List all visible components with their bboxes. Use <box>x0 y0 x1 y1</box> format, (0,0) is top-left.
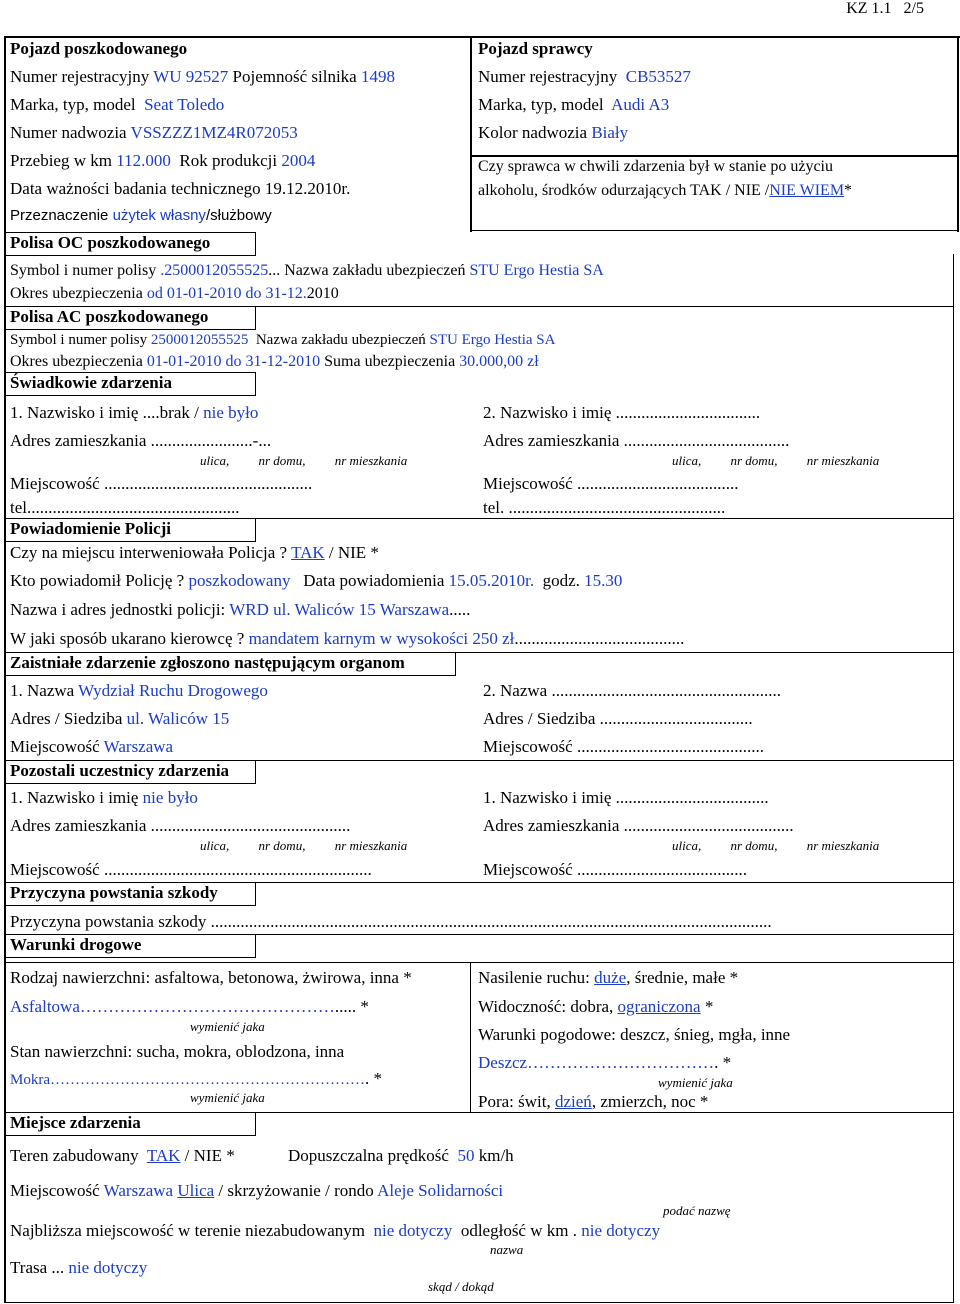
pora-options: , zmierzch, noc * <box>591 1092 709 1111</box>
sprawca-color-value[interactable]: Biały <box>591 123 629 142</box>
sub-nr-mieszkania: nr mieszkania <box>806 453 880 468</box>
poszk-inspect-row <box>10 179 350 199</box>
oc-period-label: Okres ubezpieczenia <box>10 285 143 302</box>
poszk-vin-value[interactable]: VSSZZZ1MZ4R072053 <box>130 123 298 142</box>
speed-unit: km/h <box>478 1146 514 1165</box>
miejscowosc-value[interactable]: Warszawa <box>103 1181 174 1200</box>
policja-penalty-row <box>10 629 684 649</box>
nawierzchnia-tail: ..... * <box>334 997 369 1016</box>
teren-row <box>10 1146 235 1166</box>
poszk-km-label: Przebieg w km <box>10 151 112 170</box>
oc-sym-label: Symbol i numer polisy <box>10 262 157 279</box>
najblizsza-row <box>10 1221 660 1241</box>
oc-sym-dots: ... <box>268 262 281 279</box>
section-title-uczestnicy: Pozostali uczestnicy zdarzenia <box>10 761 230 780</box>
sprawca-color-label: Kolor nadwozia <box>478 123 588 142</box>
organ1-city-label: Miejscowość <box>10 737 100 756</box>
divider-warunki <box>470 962 471 1112</box>
sub-nr-domu: nr domu, <box>258 838 306 853</box>
poszk-make-label: Marka, typ, model <box>10 95 136 114</box>
organ2-name[interactable]: 2. Nazwa ...................................................... <box>483 681 781 700</box>
poszk-make-row <box>10 95 224 115</box>
w2-address[interactable]: Adres zamieszkania ....................................... <box>483 431 790 450</box>
poszk-purpose-row <box>10 207 272 224</box>
sub-ulica: ulica, <box>672 453 702 468</box>
frame-top <box>4 36 960 38</box>
poszk-km-row <box>10 151 315 171</box>
sub-ulica: ulica, <box>672 838 702 853</box>
uczestnik1-name-row <box>10 788 198 808</box>
trasa-value[interactable]: nie dotyczy <box>68 1258 148 1277</box>
policja-penalty-dots: ........................................ <box>514 629 685 648</box>
poszk-reg-label: Numer rejestracyjny <box>10 67 150 86</box>
teren-label: Teren zabudowany <box>10 1146 139 1165</box>
policja-date-label: Data powiadomienia <box>303 571 445 590</box>
stan-tail: . * <box>365 1069 382 1088</box>
sub-nr-domu: nr domu, <box>258 453 306 468</box>
ac-period-row <box>10 353 539 371</box>
section-title-miejsce: Miejsce zdarzenia <box>10 1113 141 1132</box>
section-title-ac: Polisa AC poszkodowanego <box>10 307 209 326</box>
speed-value[interactable]: 50 <box>457 1146 475 1165</box>
organ1-city-value[interactable]: Warszawa <box>103 737 174 756</box>
organ1-addr-value[interactable]: ul. Waliców 15 <box>126 709 230 728</box>
poszk-cap-value[interactable]: 1498 <box>360 67 395 86</box>
stan-value[interactable]: Mokra……………………………………………………… <box>10 1072 365 1088</box>
section-title-poszkodowany: Pojazd poszkodowanego <box>10 39 188 58</box>
poszk-vin-label: Numer nadwozia <box>10 123 127 142</box>
nawierzchnia-sub: wymienić jaka <box>190 1019 265 1034</box>
ac-ins-label: Nazwa zakładu ubezpieczeń <box>255 332 426 348</box>
street-value[interactable]: Aleje Solidarności <box>377 1181 504 1200</box>
poszk-purpose-value[interactable]: użytek własny <box>112 207 206 224</box>
sub-nr-mieszkania: nr mieszkania <box>334 453 408 468</box>
uczestnik2-address-sub <box>672 838 879 854</box>
poszk-year-label: Rok produkcji <box>179 151 278 170</box>
section-title-sprawca: Pojazd sprawcy <box>478 39 593 58</box>
ac-sym-value[interactable]: 2500012055525 <box>150 332 249 348</box>
sprawca-color-row <box>478 123 628 143</box>
nazwa-sub: nazwa <box>490 1242 524 1257</box>
sub-nr-domu: nr domu, <box>730 453 778 468</box>
policja-q1-answer[interactable]: TAK <box>291 543 325 562</box>
policja-unit-dots: ..... <box>449 600 471 619</box>
uczestnik1-name-value[interactable]: nie było <box>142 788 198 807</box>
section-title-przyczyna: Przyczyna powstania szkody <box>10 883 218 902</box>
stan-row <box>10 1069 382 1089</box>
policja-who-label: Kto powiadomił Policję ? <box>10 571 185 590</box>
ac-period-value[interactable]: 01-01-2010 do 31-12-2010 <box>146 353 321 370</box>
miejscowosc-label: Miejscowość <box>10 1181 100 1200</box>
poszk-purpose-alt: /służbowy <box>205 207 272 224</box>
ac-ins-value[interactable]: STU Ergo Hestia SA <box>429 332 556 348</box>
pora-label: Pora: świt, <box>478 1092 551 1111</box>
widocznosc-star: * <box>704 997 714 1016</box>
policja-q1-label: Czy na miejscu interweniowała Policja ? <box>10 543 288 562</box>
section-title-warunki: Warunki drogowe <box>10 935 142 954</box>
w2-address-sub <box>672 453 879 469</box>
organ1-addr-row <box>10 709 229 729</box>
oc-ins-label: Nazwa zakładu ubezpieczeń <box>284 262 466 279</box>
nasilenie-options: , średnie, małe * <box>626 968 739 987</box>
sprawca-alcohol-options: alkoholu, środków odurzających TAK / NIE / <box>478 182 770 199</box>
policja-who-value[interactable]: poszkodowany <box>188 571 291 590</box>
w2-tel[interactable]: tel. ................................................... <box>483 498 726 517</box>
organ1-name-value[interactable]: Wydział Ruchu Drogowego <box>78 681 268 700</box>
form-code-text: KZ 1.1 <box>846 0 892 17</box>
uczestnik1-address-sub <box>200 838 407 854</box>
nasilenie-label: Nasilenie ruchu: <box>478 968 590 987</box>
organ1-name-label: 1. Nazwa <box>10 681 75 700</box>
ac-period-label: Okres ubezpieczenia <box>10 353 143 370</box>
frame-right-top <box>957 36 959 232</box>
sprawca-make-row <box>478 95 669 115</box>
pora-row <box>478 1092 708 1112</box>
section-title-swiadkowie: Świadkowie zdarzenia <box>10 373 172 392</box>
policja-time-label: godz. <box>542 571 580 590</box>
w1-name-row <box>10 403 258 423</box>
page-number: 2/5 <box>903 0 924 17</box>
sprawca-alcohol-row <box>478 182 852 200</box>
rule-miejsce <box>4 1112 954 1113</box>
rule-warunki-bottom <box>4 962 954 963</box>
sub-ulica: ulica, <box>200 453 230 468</box>
poszk-year-value[interactable]: 2004 <box>281 151 316 170</box>
poszk-inspect-label: Data ważności badania technicznego <box>10 179 261 198</box>
organ2-city-dots: . <box>759 737 764 756</box>
najblizsza-value[interactable]: nie dotyczy <box>373 1221 453 1240</box>
teren-selected[interactable]: TAK <box>146 1146 181 1165</box>
poszk-reg-row <box>10 67 395 87</box>
sprawca-reg-row <box>478 67 691 87</box>
organ1-addr-label: Adres / Siedziba <box>10 709 123 728</box>
sprawca-alcohol-question: Czy sprawca w chwili zdarzenia był w stanie po użyciu <box>478 158 833 175</box>
policja-unit-value[interactable]: WRD ul. Waliców 15 Warszawa <box>229 600 450 619</box>
section-title-organy: Zaistniałe zdarzenie zgłoszono następującym organom <box>10 653 405 672</box>
uczestnik1-city[interactable]: Miejscowość ............................................................... <box>10 860 372 879</box>
policja-q1-options: / NIE * <box>328 543 379 562</box>
trasa-row <box>10 1258 147 1278</box>
miejscowosc-row <box>10 1181 503 1201</box>
uczestnik2-address[interactable]: Adres zamieszkania ........................................ <box>483 816 794 835</box>
policja-unit-row <box>10 600 470 620</box>
policja-penalty-value[interactable]: mandatem karnym w wysokości 250 zł <box>248 629 515 648</box>
poszk-vin-row <box>10 123 298 143</box>
nasilenie-row <box>478 968 738 988</box>
oc-sym-value[interactable]: .2500012055525 <box>160 262 269 279</box>
policja-penalty-label: W jaki sposób ukarano kierowcę ? <box>10 629 245 648</box>
poszk-make-value[interactable]: Seat Toledo <box>144 95 225 114</box>
form-code <box>846 0 924 18</box>
nawierzchnia-row <box>10 997 369 1017</box>
policja-who-row <box>10 571 622 591</box>
sprawca-alcohol-answer[interactable]: NIE WIEM <box>769 182 845 199</box>
teren-options: / NIE * <box>184 1146 235 1165</box>
organ1-name-row <box>10 681 268 701</box>
najblizsza-label: Najbliższa miejscowość w terenie niezabudowanym <box>10 1221 365 1240</box>
organ2-city[interactable]: Miejscowość ........................................... <box>483 737 760 756</box>
frame-mid <box>470 36 472 232</box>
sub-ulica: ulica, <box>200 838 230 853</box>
poszk-inspect-value[interactable]: 19.12.2010r. <box>264 179 351 198</box>
divider-sprawca-bottom <box>470 230 958 231</box>
nawierzchnia-value[interactable]: Asfaltowa……………………………………… <box>10 997 335 1016</box>
frame-bottom <box>4 1302 954 1303</box>
frame-right <box>953 254 954 1302</box>
sub-nr-domu: nr domu, <box>730 838 778 853</box>
pogoda-value[interactable]: Deszcz…………………………… <box>478 1053 715 1072</box>
pogoda-sub: wymienić jaka <box>658 1075 733 1090</box>
poszk-reg-value[interactable]: WU 92527 <box>153 67 229 86</box>
ac-sym-label: Symbol i numer polisy <box>10 332 148 348</box>
odleglosc-value[interactable]: nie dotyczy <box>581 1221 661 1240</box>
ulica-selected[interactable]: Ulica <box>177 1181 215 1200</box>
pogoda-label: Warunki pogodowe: deszcz, śnieg, mgła, inne <box>478 1025 791 1044</box>
sprawca-make-value[interactable]: Audi A3 <box>611 95 670 114</box>
divider-sprawca <box>470 155 958 157</box>
ac-sym-row <box>10 332 555 349</box>
widocznosc-label: Widoczność: dobra, <box>478 997 614 1016</box>
trasa-label: Trasa ... <box>10 1258 65 1277</box>
sprawca-reg-value[interactable]: CB53527 <box>625 67 691 86</box>
oc-sym-row <box>10 262 604 280</box>
widocznosc-row <box>478 997 713 1017</box>
sprawca-alcohol-star: * <box>844 182 853 199</box>
ac-sum-value[interactable]: 30.000,00 zł <box>459 353 539 370</box>
oc-period-value[interactable]: od 01-01-2010 do 31-12. <box>146 285 307 302</box>
widocznosc-selected[interactable]: ograniczona <box>617 997 701 1016</box>
uczestnik2-city[interactable]: Miejscowość ........................................ <box>483 860 747 879</box>
w2-name[interactable]: 2. Nazwisko i imię .................................. <box>483 403 761 422</box>
section-title-policja: Powiadomienie Policji <box>10 519 172 538</box>
w1-address-sub <box>200 453 407 469</box>
policja-date-value[interactable]: 15.05.2010r. <box>448 571 535 590</box>
skad-dokad-sub: skąd / dokąd <box>428 1279 494 1294</box>
policja-time-value[interactable]: 15.30 <box>584 571 623 590</box>
speed-row <box>288 1146 514 1166</box>
nasilenie-selected[interactable]: duże <box>594 968 627 987</box>
odleglosc-label: odległość w km . <box>460 1221 577 1240</box>
w1-address[interactable]: Adres zamieszkania ........................-... <box>10 431 272 450</box>
podaj-nazwe-sub: podać nazwę <box>663 1203 731 1218</box>
organ2-city-row <box>483 737 764 757</box>
uczestnik1-name-label: 1. Nazwisko i imię <box>10 788 139 807</box>
oc-ins-value[interactable]: STU Ergo Hestia SA <box>469 262 604 279</box>
sub-nr-mieszkania: nr mieszkania <box>334 838 408 853</box>
rule-warunki <box>4 934 954 935</box>
nawierzchnia-label: Rodzaj nawierzchni: asfaltowa, betonowa, żwirowa, inna * <box>10 968 412 987</box>
w1-name-label: 1. Nazwisko i imię ....brak / <box>10 403 199 422</box>
poszk-km-value[interactable]: 112.000 <box>116 151 171 170</box>
skrzyzowanie-options: / skrzyżowanie / rondo <box>218 1181 374 1200</box>
poszk-purpose-label: Przeznaczenie <box>10 207 109 224</box>
sprawca-reg-label: Numer rejestracyjny <box>478 67 618 86</box>
pora-selected[interactable]: dzień <box>554 1092 592 1111</box>
sub-nr-mieszkania: nr mieszkania <box>806 838 880 853</box>
speed-label: Dopuszczalna prędkość <box>288 1146 449 1165</box>
stan-sub: wymienić jaka <box>190 1090 265 1105</box>
w2-city[interactable]: Miejscowość ...................................... <box>483 474 739 493</box>
stan-label: Stan nawierzchni: sucha, mokra, oblodzona, inna <box>10 1042 345 1061</box>
uczestnik1-address[interactable]: Adres zamieszkania ............................................... <box>10 816 351 835</box>
oc-period-row <box>10 285 339 303</box>
w1-name-value[interactable]: nie było <box>203 403 259 422</box>
pogoda-tail: . * <box>714 1053 732 1072</box>
section-title-oc: Polisa OC poszkodowanego <box>10 233 211 252</box>
policja-q1-row <box>10 543 379 563</box>
pogoda-row <box>478 1053 731 1073</box>
organ1-city-row <box>10 737 173 757</box>
ac-sum-label: Suma ubezpieczenia <box>324 353 456 370</box>
uczestnik2-name[interactable]: 1. Nazwisko i imię .................................... <box>483 788 769 807</box>
sprawca-make-label: Marka, typ, model <box>478 95 604 114</box>
policja-unit-label: Nazwa i adres jednostki policji: <box>10 600 226 619</box>
organ2-addr[interactable]: Adres / Siedziba .................................... <box>483 709 753 728</box>
oc-period-tail: 2010 <box>306 285 339 302</box>
poszk-cap-label: Pojemność silnika <box>232 67 357 86</box>
w1-city[interactable]: Miejscowość ................................................. <box>10 474 313 493</box>
przyczyna-field[interactable]: Przyczyna powstania szkody .................................................................................................................................... <box>10 912 772 931</box>
w1-tel[interactable]: tel.................................................. <box>10 498 240 517</box>
